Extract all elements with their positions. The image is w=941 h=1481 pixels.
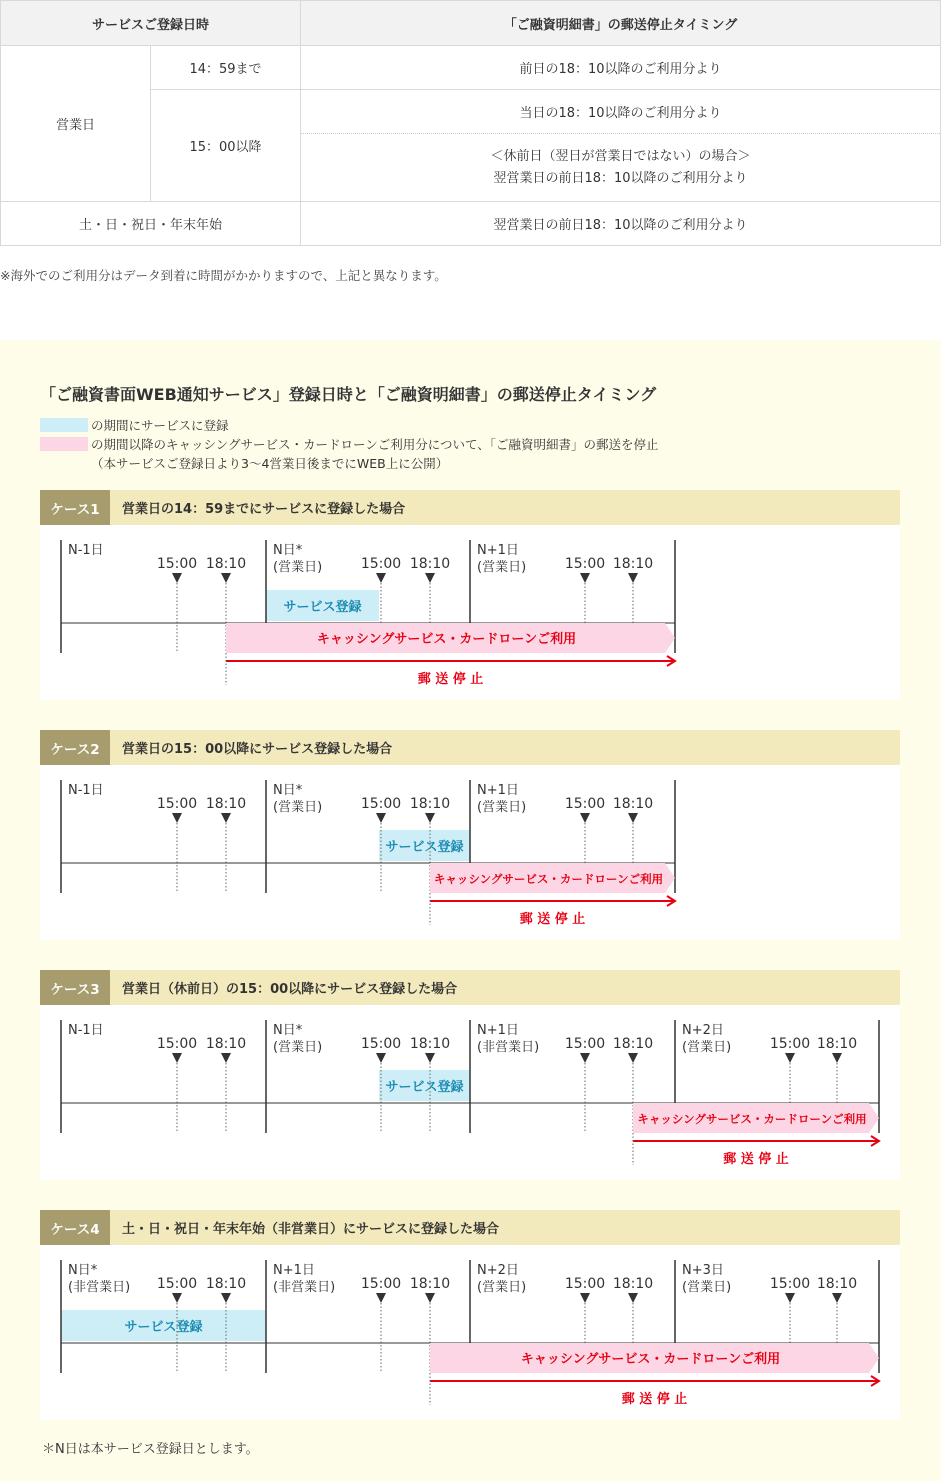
case-4 [40, 1210, 900, 1420]
service-registration-label: サービス登録 [385, 840, 464, 855]
time-label: 18:10 [409, 1036, 451, 1052]
time-marker-icon [425, 1053, 435, 1063]
day-label: N+2日 [477, 1263, 519, 1278]
day-label: N日* [273, 783, 303, 798]
time-label: 15:00 [156, 796, 198, 812]
time-marker-icon [376, 1053, 386, 1063]
time-marker-icon [425, 1293, 435, 1303]
time-marker-icon [628, 1293, 638, 1303]
legend-sub: （本サービスご登録日より3〜4営業日後までにWEB上に公開） [91, 456, 449, 471]
time-label: 15:00 [360, 1036, 402, 1052]
case-header [40, 730, 900, 765]
header-stop-timing: 「ご融資明細書」の郵送停止タイミング [301, 1, 941, 46]
timeline-svg [40, 1245, 900, 1420]
day-label: N日* [273, 543, 303, 558]
service-registration-label: サービス登録 [385, 1080, 464, 1095]
case-header [40, 1210, 900, 1245]
day-label: N-1日 [68, 783, 104, 798]
legend-blue [40, 416, 229, 434]
service-registration-label: サービス登録 [124, 1320, 203, 1335]
time-label: 15:00 [564, 796, 606, 812]
time-marker-icon [628, 1053, 638, 1063]
time-label: 18:10 [409, 796, 451, 812]
timeline-svg [40, 1005, 900, 1180]
day-type-label: (非営業日) [273, 1280, 336, 1295]
case-title: 土・日・祝日・年末年始（非営業日）にサービスに登録した場合 [122, 1222, 500, 1237]
day-label: N+2日 [682, 1023, 724, 1038]
time-marker-icon [221, 813, 231, 823]
after-1500-cell: 15：00以降 [151, 90, 301, 202]
time-label: 15:00 [564, 556, 606, 572]
business-day-cell: 営業日 [1, 46, 151, 202]
time-marker-icon [628, 573, 638, 583]
day-type-label: (営業日) [273, 800, 323, 815]
time-label: 15:00 [564, 1036, 606, 1052]
case-title: 営業日（休前日）の15：00以降にサービス登録した場合 [122, 982, 458, 997]
overseas-note: ※海外でのご利用分はデータ到着に時間がかかりますので、上記と異なります。 [0, 268, 447, 283]
time-label: 18:10 [205, 1276, 247, 1292]
holidays-result-cell: 翌営業日の前日18：10以降のご利用分より [301, 202, 941, 246]
time-label: 15:00 [360, 1276, 402, 1292]
usage-label: キャッシングサービス・カードローンご利用 [316, 632, 577, 647]
time-label: 18:10 [205, 556, 247, 572]
case-badge: ケース4 [40, 1210, 110, 1245]
time-label: 15:00 [156, 556, 198, 572]
time-label: 18:10 [205, 796, 247, 812]
before-1459-cell: 14：59まで [151, 46, 301, 90]
time-marker-icon [376, 1293, 386, 1303]
usage-label: キャッシングサービス・カードローンご利用 [433, 872, 664, 886]
legend-blue-text: の期間にサービスに登録 [91, 418, 229, 433]
time-label: 15:00 [769, 1276, 811, 1292]
case-badge: ケース2 [40, 730, 110, 765]
time-label: 18:10 [409, 1276, 451, 1292]
time-label: 15:00 [769, 1036, 811, 1052]
holiday-eve-cell [301, 134, 941, 202]
time-marker-icon [221, 573, 231, 583]
day-label: N+1日 [477, 543, 519, 558]
time-label: 15:00 [156, 1036, 198, 1052]
day-type-label: (営業日) [477, 1280, 527, 1295]
time-label: 18:10 [612, 556, 654, 572]
usage-label: キャッシングサービス・カードローンご利用 [637, 1112, 867, 1126]
holiday-eve-line1: ＜休前日（翌日が営業日ではない）の場合＞ [490, 148, 751, 164]
case-1 [40, 490, 900, 700]
day-type-label: (営業日) [682, 1280, 732, 1295]
time-marker-icon [172, 1053, 182, 1063]
time-label: 15:00 [360, 796, 402, 812]
day-label: N日* [68, 1263, 98, 1278]
time-marker-icon [221, 1293, 231, 1303]
time-label: 18:10 [612, 796, 654, 812]
mail-stop-label: 郵 送 停 止 [621, 1392, 688, 1407]
day-label: N-1日 [68, 1023, 104, 1038]
case-timeline [40, 1005, 900, 1180]
mail-stop-label: 郵 送 停 止 [723, 1152, 789, 1167]
day-label: N+1日 [477, 1023, 519, 1038]
day-type-label: (非営業日) [477, 1040, 540, 1055]
legend-pink-text: の期間以降のキャッシングサービス・カードローンご利用分について、「ご融資明細書」の郵送を停止 [91, 437, 659, 452]
case-timeline [40, 525, 900, 700]
day-type-label: (営業日) [273, 560, 323, 575]
usage-label: キャッシングサービス・カードローンご利用 [520, 1352, 781, 1367]
day-label: N+1日 [273, 1263, 315, 1278]
day-type-label: (非営業日) [68, 1280, 131, 1295]
time-marker-icon [628, 813, 638, 823]
stop-timing-table [0, 0, 941, 246]
case-timeline [40, 765, 900, 940]
case-title: 営業日の15：00以降にサービス登録した場合 [122, 742, 393, 757]
service-registration-label: サービス登録 [283, 600, 362, 615]
day-label: N+3日 [682, 1263, 724, 1278]
case-title: 営業日の14：59までにサービスに登録した場合 [122, 502, 406, 517]
case-3 [40, 970, 900, 1180]
time-label: 18:10 [816, 1036, 858, 1052]
time-label: 18:10 [409, 556, 451, 572]
time-marker-icon [785, 1293, 795, 1303]
legend-pink-swatch [40, 437, 88, 451]
day-label: N-1日 [68, 543, 104, 558]
legend-pink [40, 435, 658, 453]
timeline-svg [40, 525, 900, 700]
case-header [40, 970, 900, 1005]
time-marker-icon [580, 1053, 590, 1063]
mail-stop-label: 郵 送 停 止 [519, 912, 586, 927]
time-marker-icon [376, 813, 386, 823]
mail-stop-label: 郵 送 停 止 [417, 672, 484, 687]
case-badge: ケース3 [40, 970, 110, 1005]
day-type-label: (営業日) [477, 800, 527, 815]
day-type-label: (営業日) [682, 1040, 732, 1055]
time-marker-icon [425, 813, 435, 823]
time-marker-icon [376, 573, 386, 583]
time-marker-icon [832, 1053, 842, 1063]
after-result-cell: 当日の18：10以降のご利用分より [301, 90, 941, 134]
footnote: ＊N日は本サービス登録日とします。 [42, 1442, 259, 1457]
timeline-svg [40, 765, 900, 940]
time-label: 18:10 [205, 1036, 247, 1052]
timing-panel [0, 340, 941, 1481]
time-marker-icon [580, 1293, 590, 1303]
time-marker-icon [172, 813, 182, 823]
day-type-label: (営業日) [477, 560, 527, 575]
case-2 [40, 730, 900, 940]
time-label: 18:10 [612, 1036, 654, 1052]
legend-blue-swatch [40, 418, 88, 432]
day-label: N+1日 [477, 783, 519, 798]
panel-title: 「ご融資書面WEB通知サービス」登録日時と「ご融資明細書」の郵送停止タイミング [40, 385, 657, 404]
holidays-cell: 土・日・祝日・年末年始 [1, 202, 301, 246]
time-marker-icon [785, 1053, 795, 1063]
case-badge: ケース1 [40, 490, 110, 525]
time-marker-icon [172, 573, 182, 583]
day-label: N日* [273, 1023, 303, 1038]
time-label: 18:10 [612, 1276, 654, 1292]
case-timeline [40, 1245, 900, 1420]
header-registration-time: サービスご登録日時 [1, 1, 301, 46]
time-marker-icon [580, 573, 590, 583]
time-marker-icon [221, 1053, 231, 1063]
time-label: 15:00 [360, 556, 402, 572]
day-type-label: (営業日) [273, 1040, 323, 1055]
time-marker-icon [172, 1293, 182, 1303]
time-marker-icon [580, 813, 590, 823]
time-marker-icon [832, 1293, 842, 1303]
time-label: 15:00 [156, 1276, 198, 1292]
time-label: 18:10 [816, 1276, 858, 1292]
case-header [40, 490, 900, 525]
time-label: 15:00 [564, 1276, 606, 1292]
before-result-cell: 前日の18：10以降のご利用分より [301, 46, 941, 90]
time-marker-icon [425, 573, 435, 583]
holiday-eve-line2: 翌営業日の前日18：10以降のご利用分より [493, 170, 748, 186]
